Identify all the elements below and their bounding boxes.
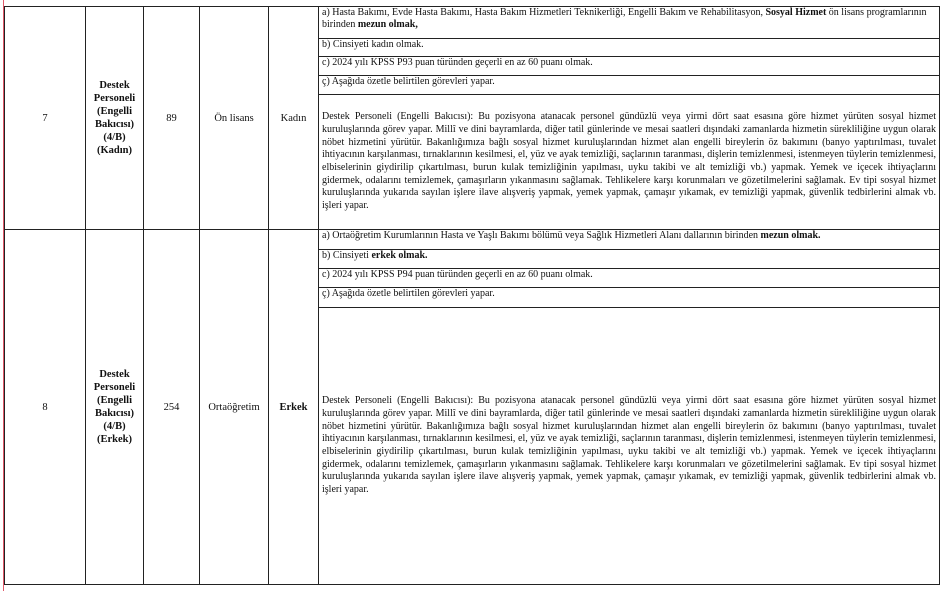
condition-c: c) 2024 yılı KPSS P94 puan türünden geçerli en az 60 puanı olmak. — [319, 269, 940, 288]
position-count: 89 — [144, 7, 200, 230]
row-number: 7 — [5, 7, 86, 230]
duty-description: Destek Personeli (Engelli Bakıcısı): Bu pozisyona atanacak personel gündüzlü veya yirmi dört saat esasına göre hizmet yürüten sosyal hizmet kuruluşlarında görev yapar. Millî ve dini bayramlarda, diğer tatil günlerinde ve mesai saatleri dışındaki zamanlarda hizmetin sürekliliğine uygun olarak nöbet hizmetini yürütür. Bakanlığımıza bağlı sosyal hizmet kuruluşlarından hizmet alan engelli bireylerin öz bakımını (banyo yaptırılması, tuvalet ihtiyacının karşılanması, tırnaklarının kesilmesi, el, yüz ve ayak temizliği, saçlarının taranması, dişlerin temizlenmesi, istenmeyen tüylerin temizlenmesi, elbiselerinin giydirilip çıkartılması, burun kulak temizliğinin yapılması, uyku takibi ve alt temizliği vb.) yapmak. Yemek ve içecek ihtiyaçlarını gidermek, odalarını temizlemek, çamaşırların yıkanmasını sağlamak. Tehlikelere karşı korunmaları ve gözetilmelerini sağlamak. Ev tipi sosyal hizmet kuruluşlarında yukarıda sayılan işlere ilave alışveriş yapmak, yemek yapmak, çamaşır yıkamak, ev temizliği yapmak, güvenlik tedbirlerini almak vb. işleri yapar. — [319, 95, 940, 230]
education-level: Ön lisans — [200, 7, 269, 230]
position-count: 254 — [144, 230, 200, 585]
condition-a: a) Hasta Bakımı, Evde Hasta Bakımı, Hasta Bakım Hizmetleri Teknikerliği, Engelli Bakım ve Rehabilitasyon, Sosyal Hizmet ön lisans programlarının birinden mezun olmak, — [319, 7, 940, 39]
condition-c: c) 2024 yılı KPSS P93 puan türünden geçerli en az 60 puanı olmak. — [319, 57, 940, 76]
gender: Kadın — [269, 7, 319, 230]
duty-description: Destek Personeli (Engelli Bakıcısı): Bu pozisyona atanacak personel gündüzlü veya yirmi dört saat esasına göre hizmet yürüten sosyal hizmet kuruluşlarında görev yapar. Millî ve dini bayramlarda, diğer tatil günlerinde ve mesai saatleri dışındaki zamanlarda hizmetin sürekliliğine uygun olarak nöbet hizmetini yürütür. Bakanlığımıza bağlı sosyal hizmet kuruluşlarından hizmet alan engelli bireylerin öz bakımını (banyo yaptırılması, tuvalet ihtiyacının karşılanması, tırnaklarının kesilmesi, el, yüz ve ayak temizliği, saçlarının taranması, dişlerin temizlenmesi, istenmeyen tüylerin temizlenmesi, elbiselerinin giydirilip çıkartılması, burun kulak temizliğinin yapılması, uyku takibi ve alt temizliği vb.) yapmak. Yemek ve içecek ihtiyaçlarını gidermek, odalarını temizlemek, çamaşırların yıkanmasını sağlamak. Tehlikelere karşı korunmaları ve gözetilmelerini sağlamak. Ev tipi sosyal hizmet kuruluşlarında yukarıda sayılan işlere ilave alışveriş yapmak, yemek yapmak, çamaşır yıkamak, ev temizliği yapmak, güvenlik tedbirlerini almak vb. işleri yapar. — [319, 308, 940, 585]
condition-b: b) Cinsiyeti erkek olmak. — [319, 250, 940, 269]
gender: Erkek — [269, 230, 319, 585]
condition-b: b) Cinsiyeti kadın olmak. — [319, 39, 940, 57]
position-name: Destek Personeli (Engelli Bakıcısı) (4/B) (Kadın) — [86, 7, 144, 230]
position-table — [4, 6, 940, 585]
position-name: Destek Personeli (Engelli Bakıcısı) (4/B) (Erkek) — [86, 230, 144, 585]
education-level: Ortaöğretim — [200, 230, 269, 585]
condition-d: ç) Aşağıda özetle belirtilen görevleri yapar. — [319, 288, 940, 308]
condition-a: a) Ortaöğretim Kurumlarının Hasta ve Yaşlı Bakımı bölümü veya Sağlık Hizmetleri Alanı dallarının birinden mezun olmak. — [319, 230, 940, 250]
row-number: 8 — [5, 230, 86, 585]
condition-d: ç) Aşağıda özetle belirtilen görevleri yapar. — [319, 76, 940, 95]
table-row — [5, 230, 940, 250]
table-row — [5, 7, 940, 39]
